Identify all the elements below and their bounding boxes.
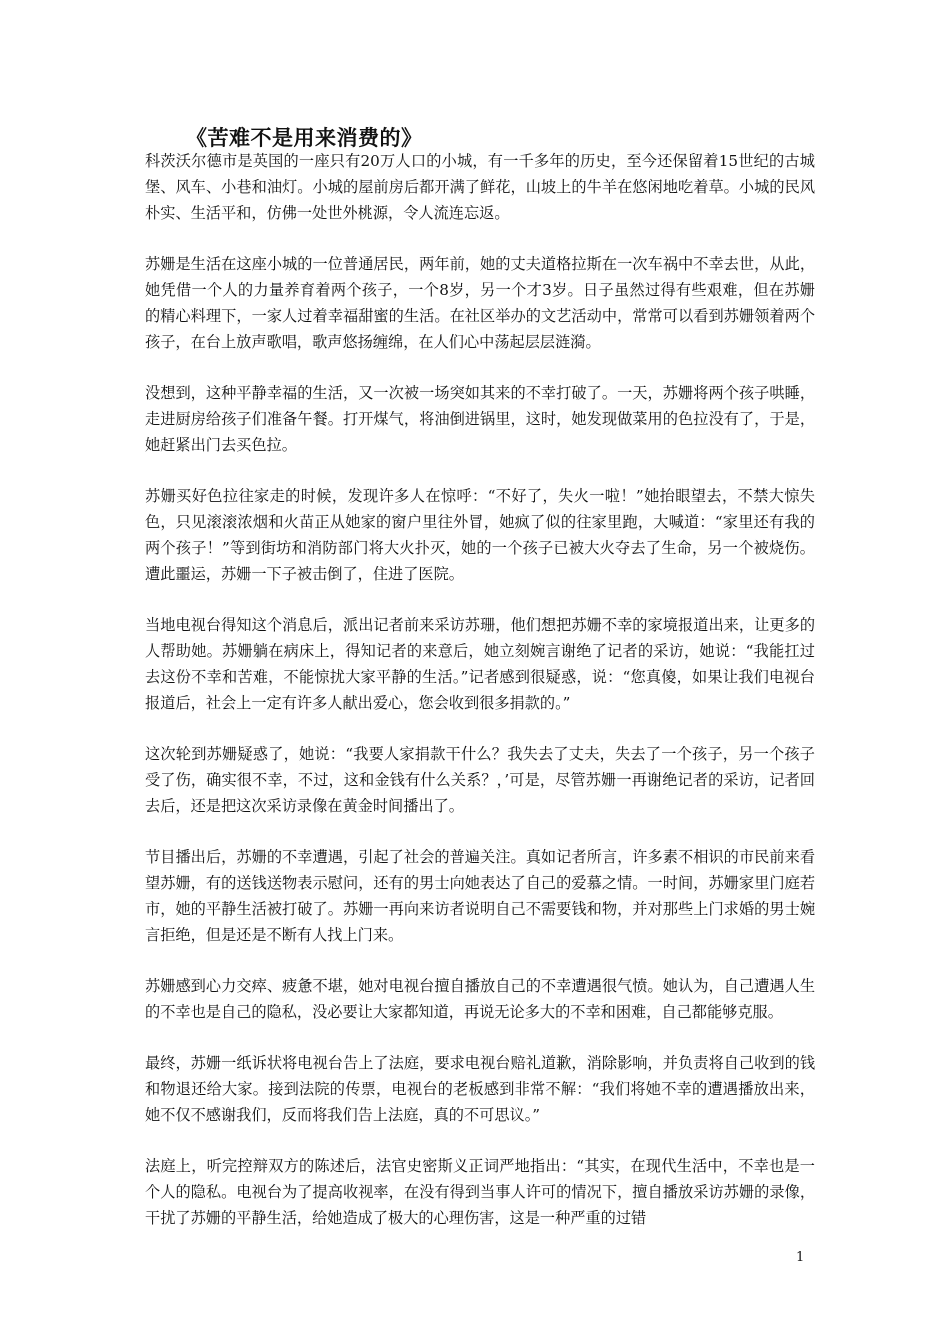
paragraph: 这次轮到苏姗疑惑了，她说：“我要人家捐款干什么？我失去了丈夫，失去了一个孩子，另一个孩子受了伤，确实很不幸，不过，这和金钱有什么关系？，’可是，尽管苏姗一再谢绝记者的采访，记者回去后，还是把这次采访录像在黄金时间播出了。 [145, 745, 815, 815]
document-body [145, 148, 815, 1256]
paragraph: 节目播出后，苏姗的不幸遭遇，引起了社会的普遍关注。真如记者所言，许多素不相识的市民前来看望苏姗，有的送钱送物表示慰问，还有的男士向她表达了自己的爱慕之情。一时间，苏姗家里门庭若市，她的平静生活被打破了。苏姗一再向来访者说明自己不需要钱和物，并对那些上门求婚的男士婉言拒绝，但是还是不断有人找上门来。 [145, 848, 815, 944]
paragraph: 苏姗买好色拉往家走的时候，发现许多人在惊呼：“不好了，失火一啦！”她抬眼望去，不禁大惊失色，只见滚滚浓烟和火苗正从她家的窗户里往外冒，她疯了似的往家里跑，大喊道：“家里还有我的两个孩子！”等到街坊和消防部门将大火扑灭，她的一个孩子已被大火夺去了生命，另一个被烧伤。遭此噩运，苏姗一下子被击倒了，住进了医院。 [145, 487, 815, 583]
paragraph: 苏姗感到心力交瘁、疲惫不堪，她对电视台擅自播放自己的不幸遭遇很气愤。她认为，自己遭遇人生的不幸也是自己的隐私，没必要让大家都知道，再说无论多大的不幸和困难，自己都能够克服。 [145, 977, 815, 1021]
paragraph: 法庭上，听完控辩双方的陈述后，法官史密斯义正词严地指出：“其实，在现代生活中，不幸也是一个人的隐私。电视台为了提高收视率，在没有得到当事人许可的情况下，擅自播放采访苏姗的录像，干扰了苏姗的平静生活，给她造成了极大的心理伤害，这是一种严重的过错 [145, 1157, 815, 1227]
document-title: 《苦难不是用来消费的》 [186, 125, 423, 150]
paragraph: 最终，苏姗一纸诉状将电视台告上了法庭，要求电视台赔礼道歉，消除影响，并负责将自己收到的钱和物退还给大家。接到法院的传票，电视台的老板感到非常不解：“我们将她不幸的遭遇播放出来，她不仅不感谢我们，反而将我们告上法庭，真的不可思议。” [145, 1054, 815, 1124]
paragraph: 科茨沃尔德市是英国的一座只有20万人口的小城，有一千多年的历史，至今还保留着15世纪的古城堡、风车、小巷和油灯。小城的屋前房后都开满了鲜花，山坡上的牛羊在悠闲地吃着草。小城的民风朴实、生活平和，仿佛一处世外桃源，令人流连忘返。 [145, 152, 815, 222]
paragraph: 苏姗是生活在这座小城的一位普通居民，两年前，她的丈夫道格拉斯在一次车祸中不幸去世，从此，她凭借一个人的力量养育着两个孩子，一个8岁，另一个才3岁。日子虽然过得有些艰难，但在苏姗的精心料理下，一家人过着幸福甜蜜的生活。在社区举办的文艺活动中，常常可以看到苏姗领着两个孩子，在台上放声歌唱，歌声悠扬缠绵，在人们心中荡起层层涟漪。 [145, 255, 815, 351]
paragraph: 没想到，这种平静幸福的生活，又一次被一场突如其来的不幸打破了。一天，苏姗将两个孩子哄睡，走进厨房给孩子们准备午餐。打开煤气，将油倒进锅里，这时，她发现做菜用的色拉没有了，于是，她赶紧出门去买色拉。 [145, 384, 815, 454]
paragraph: 当地电视台得知这个消息后，派出记者前来采访苏珊，他们想把苏姗不幸的家境报道出来，让更多的人帮助她。苏姗躺在病床上，得知记者的来意后，她立刻婉言谢绝了记者的采访，她说：“我能扛过去这份不幸和苦难，不能惊扰大家平静的生活。”记者感到很疑惑，说：“您真傻，如果让我们电视台报道后，社会上一定有许多人献出爱心，您会收到很多捐款的。” [145, 616, 815, 712]
page-number: 1 [796, 1250, 805, 1265]
